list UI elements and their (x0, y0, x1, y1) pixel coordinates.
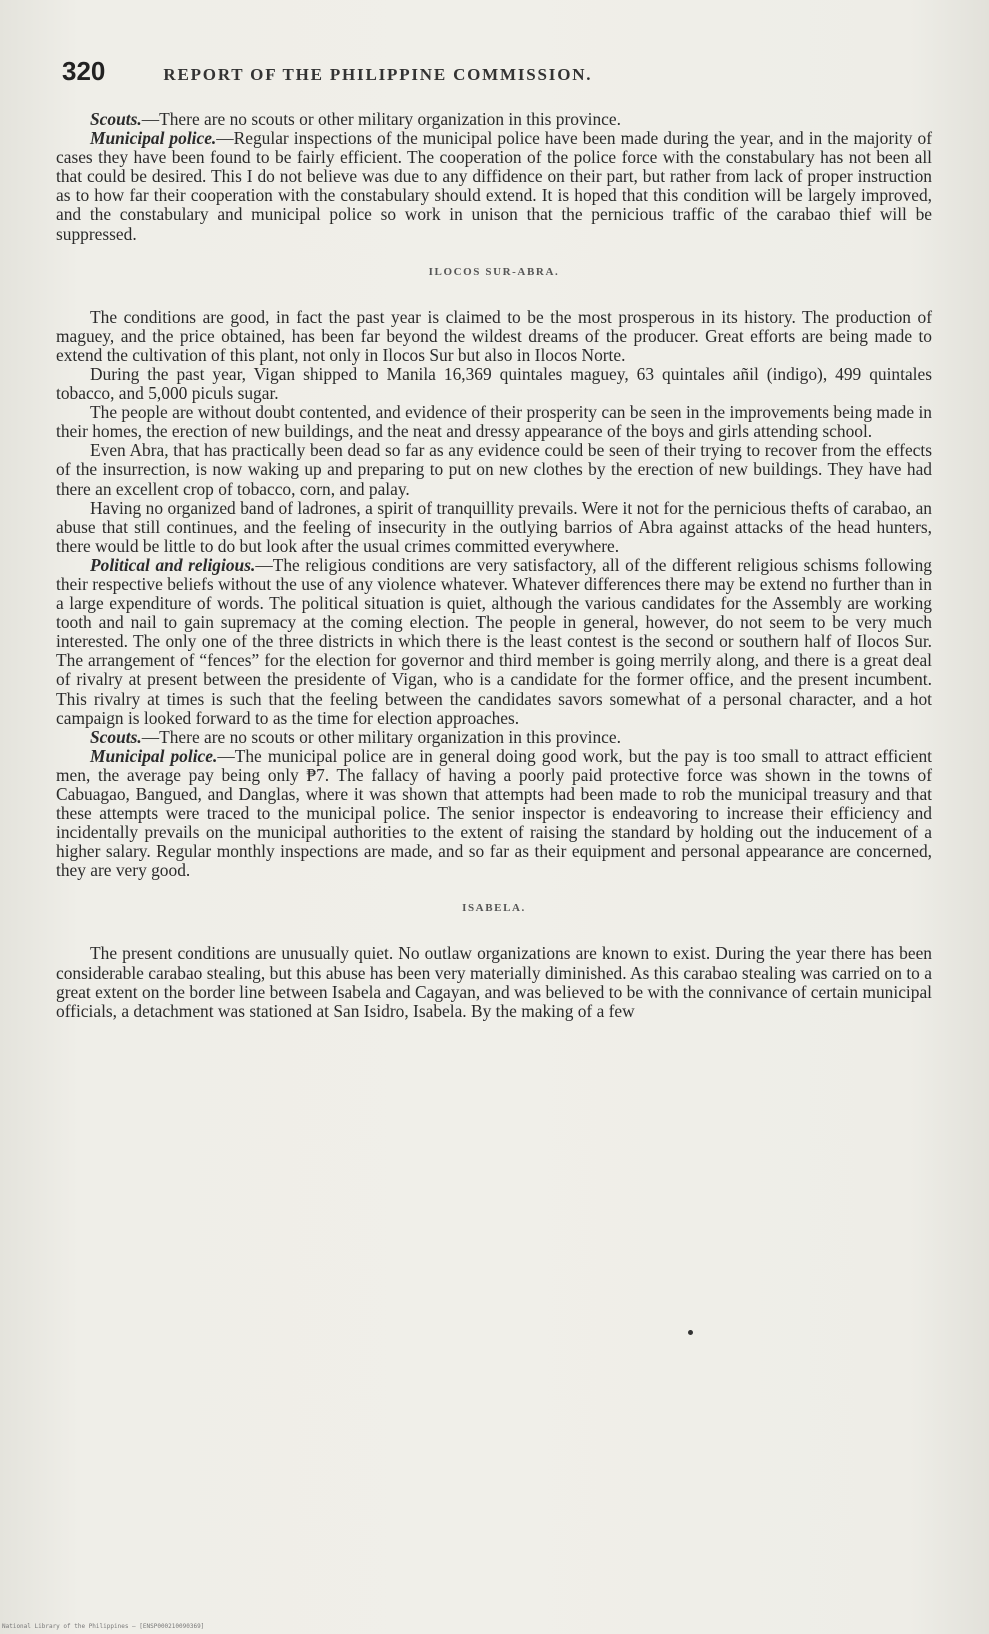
paragraph-text: —The religious conditions are very satisfactory, all of the different religious schisms following their respective beliefs without the use of any violence whatever. Whatever differences there may be extend no further than in a large expenditure of words. The political situation is quiet, although the various candidates for the Assembly are working tooth and nail to gain supremacy at the coming election. The people in general, however, do not seem to be very much interested. The only one of the three districts in which there is the least contest is the second or southern half of Ilocos Sur. The arrangement of “fences” for the election for governor and third member is going merrily along, and there is a great deal of rivalry at present between the presidente of Vigan, who is a candidate for the former office, and the present incumbent. This rivalry at times is such that the feeling between the candidates savors somewhat of a personal character, and a hot campaign is looked forward to as the time for election approaches. (56, 554, 932, 728)
page-body (56, 110, 932, 1021)
paragraph-text: —The municipal police are in general doing good work, but the pay is too small to attract efficient men, the average pay being only ₱7. The fallacy of having a poorly paid protective force was shown in the towns of Cabuagao, Bangued, and Danglas, where it was shown that attempts had been made to rob the municipal treasury and that these attempts were traced to the municipal police. The senior inspector is endeavoring to increase their efficiency and incidentally prevails on the municipal authorities to the extent of raising the standard by holding out the inducement of a higher salary. Regular monthly inspections are made, and so far as their equipment and personal appearance are concerned, they are very good. (56, 745, 932, 881)
section-heading-isabela: ISABELA. (462, 902, 526, 915)
paragraph-political-religious (56, 556, 932, 728)
paragraph: The present conditions are unusually quiet. No outlaw organizations are known to exist. During the year there has been considerable carabao stealing, but this abuse has been very materially diminished. As this carabao stealing was carried on to a great extent on the border line between Isabela and Cagayan, and was believed to be with the connivance of certain municipal officials, a detachment was stationed at San Isidro, Isabela. By the making of a few (56, 943, 932, 1021)
print-speck (688, 1330, 693, 1335)
paragraph: During the past year, Vigan shipped to Manila 16,369 quintales maguey, 63 quintales añil (indigo), 499 quintales tobacco, and 5,000 piculs sugar. (56, 363, 932, 404)
page-number: 320 (62, 56, 106, 86)
paragraph-municipal-police (56, 129, 932, 244)
paragraph-head: Political and religious. (90, 554, 256, 575)
paragraph-head: Scouts. (90, 726, 142, 747)
page-header (62, 56, 949, 96)
paragraph-head: Municipal police. (90, 745, 218, 766)
running-title: REPORT OF THE PHILIPPINE COMMISSION. (163, 65, 593, 84)
paragraph-head: Scouts. (90, 109, 142, 129)
paragraph: The conditions are good, in fact the past year is claimed to be the most prosperous in its history. The production of maguey, and the price obtained, has been far beyond the wildest dreams of the producer. Great efforts are being made to extend the cultivation of this plant, not only in Ilocos Sur but also in Ilocos Norte. (56, 306, 932, 365)
paragraph-text: —There are no scouts or other military organization in this province. (141, 726, 621, 747)
paragraph-text: —Regular inspections of the municipal police have been made during the year, and in the majority of cases they have been found to be fairly efficient. The cooperation of the police force with the constabulary has not been all that could be desired. This I do not believe was due to any diffidence on their part, but rather from lack of proper instruction as to how far their cooperation with the constabulary should extend. It is hoped that this condition will be largely improved, and the constabulary and municipal police so work in unison that the pernicious traffic of the carabao thief will be suppressed. (56, 128, 932, 244)
paragraph: The people are without doubt contented, and evidence of their prosperity can be seen in the improvements being made in their homes, the erection of new buildings, and the neat and dressy appearance of the boys and girls attending school. (56, 402, 932, 442)
paragraph-scouts (56, 110, 932, 129)
paragraph-text: —There are no scouts or other military organization in this province. (141, 109, 621, 129)
paragraph-scouts (56, 728, 932, 747)
paragraph-municipal-police (56, 747, 932, 881)
scan-footer: National Library of the Philippines — [ENSP000210090369] (2, 1623, 205, 1630)
paragraph: Having no organized band of ladrones, a spirit of tranquillity prevails. Were it not for the pernicious thefts of carabao, an abuse that still continues, and the feeling of insecurity in the outlying barrios of Abra against attacks of the head hunters, there would be little to do but look after the usual crimes committed everywhere. (56, 497, 932, 556)
paragraph: Even Abra, that has practically been dead so far as any evidence could be seen of their trying to recover from the effects of the insurrection, is now waking up and preparing to put on new clothes by the erection of new buildings. They have had there an excellent crop of tobacco, corn, and palay. (56, 440, 932, 499)
section-heading-ilocos: ILOCOS SUR-ABRA. (428, 265, 560, 278)
paragraph-head: Municipal police. (90, 128, 217, 149)
